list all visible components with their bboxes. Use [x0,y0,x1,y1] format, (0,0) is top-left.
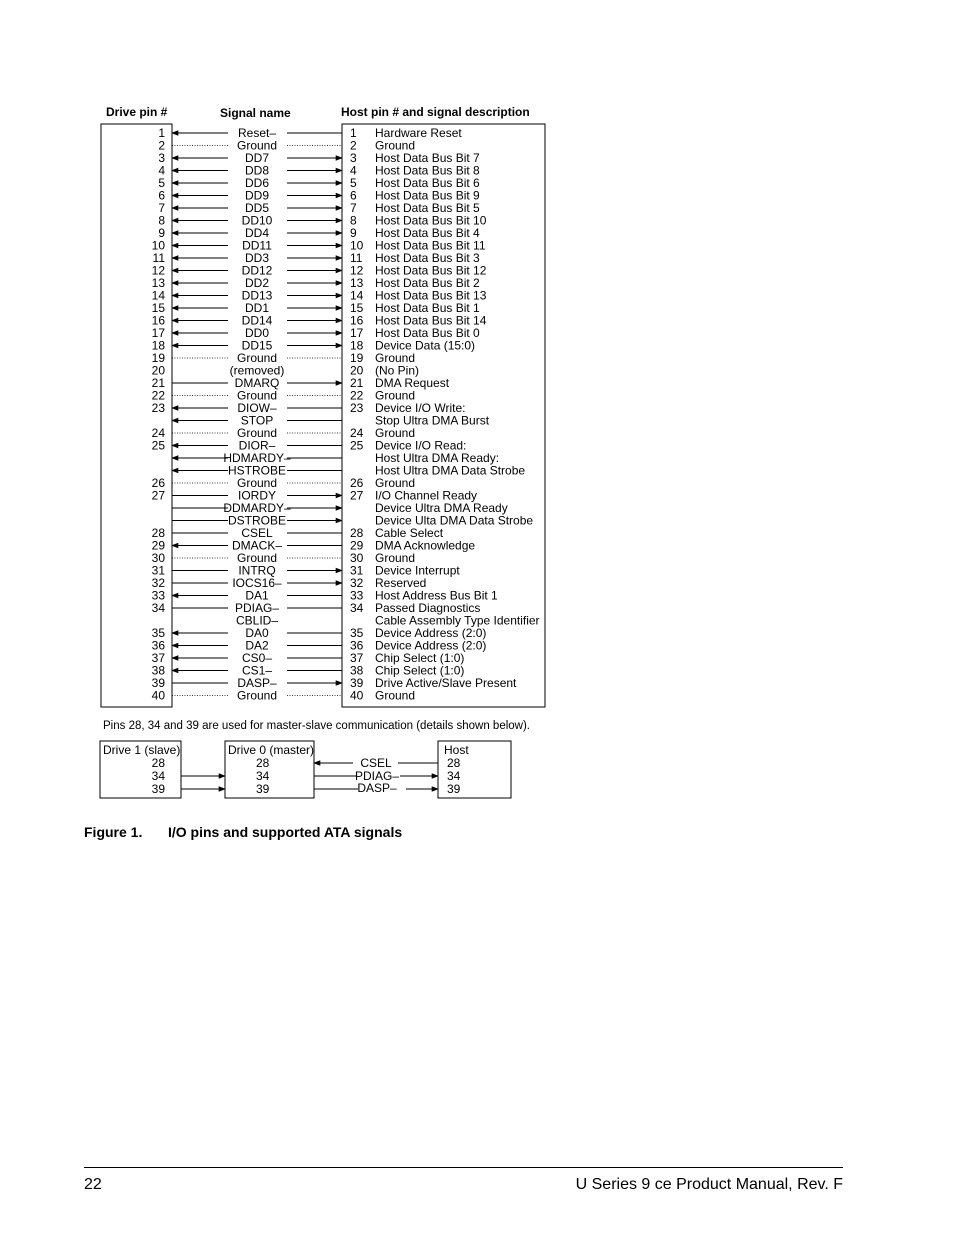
host-pin-number: 2 [350,138,357,153]
host-signal-description: Host Data Bus Bit 14 [375,313,487,328]
drive0-pin-34: 34 [256,769,270,783]
host-signal-description: Ground [375,688,416,703]
signal-name: DIOR– [238,438,276,453]
drive-pin-number: 2 [158,138,165,153]
host-signal-description: Host Address Bus Bit 1 [375,588,498,603]
host-pin-number: 7 [350,201,357,215]
drive-pin-number: 37 [151,651,165,665]
signal-name: DD12 [241,263,273,278]
drive-pin-number: 4 [158,163,165,178]
drive-pin-number: 34 [151,601,165,615]
drive-pin-number: 29 [151,538,165,553]
drive-pin-number: 23 [151,401,165,415]
host-pin-number: 9 [350,226,357,240]
host-signal-description: (No Pin) [375,363,420,378]
host-pin-number: 27 [350,488,364,503]
drive-pin-number: 27 [151,488,165,503]
host-pin-number: 13 [350,276,364,290]
host-label: Host [444,743,469,757]
master-slave-diagram [100,741,511,798]
host-signal-description: Host Data Bus Bit 0 [375,326,480,340]
host-pin-number: 22 [350,388,364,403]
host-signal-description: Device Address (2:0) [375,626,487,640]
footer-rule [84,1167,843,1168]
host-pin-number: 37 [350,651,364,665]
drive0-label: Drive 0 (master) [228,743,315,757]
dasp-label: DASP– [357,781,397,795]
drive-pin-number: 36 [151,638,165,653]
signal-name: Ground [236,551,278,565]
host-pin-number: 36 [350,638,364,653]
host-signal-description: Ground [375,388,416,403]
drive-pin-number: 21 [151,376,165,390]
host-pin-number: 4 [350,163,357,178]
drive0-pin-28: 28 [256,756,270,770]
signal-name: (removed) [229,363,285,378]
host-signal-description: Host Data Bus Bit 8 [375,163,480,178]
drive-pin-header: Drive pin # [106,105,168,119]
host-signal-description: Device Data (15:0) [375,338,476,353]
host-pin-number: 28 [350,526,364,540]
figure-number: Figure 1. [84,824,143,840]
host-signal-description: Ground [375,426,416,440]
drive-pin-number: 19 [151,351,165,365]
drive-pin-number: 25 [151,438,165,453]
signal-name: DD7 [244,151,270,165]
drive-pin-number: 9 [158,226,165,240]
signal-name: CS0– [241,651,273,665]
signal-name: Reset– [237,126,277,140]
drive0-pin-39: 39 [256,782,270,796]
host-signal-description: Host Data Bus Bit 7 [375,151,480,165]
drive-pin-number: 10 [151,238,165,253]
figure-title: I/O pins and supported ATA signals [168,824,403,840]
signal-name: DD15 [241,338,273,353]
host-signal-description: Device Address (2:0) [375,638,487,653]
pin-row [172,414,490,428]
host-signal-description: Stop Ultra DMA Burst [375,413,490,428]
signal-name: DD3 [244,251,270,265]
signal-name: DD4 [244,226,270,240]
host-pin-28: 28 [447,756,461,770]
drive1-pin-39: 39 [151,782,165,796]
drive-pin-number: 12 [151,263,165,278]
drive-pin-number: 24 [151,426,165,440]
host-pin-34: 34 [447,769,461,783]
host-signal-description: Device I/O Write: [375,401,466,415]
host-pin-number: 26 [350,476,364,490]
signal-name-header: Signal name [220,106,291,120]
host-signal-description: Device I/O Read: [375,438,467,453]
drive-pin-number: 18 [151,338,165,353]
host-pin-number: 34 [350,601,364,615]
host-pin-number: 17 [350,326,364,340]
signal-name: DASP– [237,676,277,690]
host-pin-number: 21 [350,376,364,390]
host-pin-number: 25 [350,438,364,453]
host-signal-description: Cable Assembly Type Identifier [375,613,540,628]
host-signal-description: DMA Request [375,376,450,390]
drive-pin-number: 39 [151,676,165,690]
drive-pin-number: 40 [151,688,165,703]
host-pin-number: 3 [350,151,357,165]
host-pin-number: 15 [350,301,364,315]
drive-pin-number: 20 [151,363,165,378]
signal-name: Ground [236,351,278,365]
signal-name: Ground [236,426,278,440]
host-signal-description: Chip Select (1:0) [375,663,465,678]
drive-pin-number: 8 [158,213,165,228]
drive-pin-number: 17 [151,326,165,340]
host-signal-description: Ground [375,351,416,365]
host-signal-description: Ground [375,476,416,490]
drive-pin-number: 7 [158,201,165,215]
host-pin-number: 19 [350,351,364,365]
host-signal-description: Chip Select (1:0) [375,651,465,665]
signal-name: HSTROBE [227,463,287,478]
host-pin-number: 1 [350,126,357,140]
drive-pin-number: 31 [151,563,165,578]
signal-name: STOP [240,413,274,428]
signal-name: DIOW– [237,401,277,415]
host-signal-description: Host Data Bus Bit 5 [375,201,480,215]
document-title: U Series 9 ce Product Manual, Rev. F [575,1176,843,1193]
pin-row [158,126,462,140]
pin-row [152,339,475,353]
signal-name: DD11 [242,238,272,253]
host-signal-description: Reserved [375,576,427,590]
host-pin-number: 5 [350,176,357,190]
signal-name: DDMARDY– [223,501,291,515]
host-pin-number: 8 [350,213,357,228]
signal-name: DD1 [244,301,270,315]
signal-name: DSTROBE [227,513,287,528]
host-pin-number: 35 [350,626,364,640]
signal-name: HDMARDY– [223,451,291,465]
drive-pin-number: 26 [151,476,165,490]
signal-name: DD5 [244,201,270,215]
pin-row [152,539,476,553]
host-pin-number: 11 [350,251,363,265]
host-pin-number: 6 [350,188,357,203]
host-pin-number: 40 [350,688,364,703]
drive-pin-number: 22 [151,388,165,403]
host-signal-description: Passed Diagnostics [375,601,481,615]
drive-pin-number: 38 [151,663,165,678]
host-signal-description: Hardware Reset [375,126,462,140]
drive1-label: Drive 1 (slave) [103,743,181,757]
host-pin-number: 38 [350,663,364,678]
host-pin-header: Host pin # and signal description [341,105,530,119]
pdiag-label: PDIAG– [354,769,400,783]
host-pin-number: 14 [350,288,364,303]
host-pin-number: 23 [350,401,364,415]
host-signal-description: Host Data Bus Bit 12 [375,263,487,278]
host-signal-description: Device Ultra DMA Ready [375,501,508,515]
host-signal-description: Device Interrupt [375,563,460,578]
host-pin-number: 31 [350,563,364,578]
host-pin-number: 10 [350,238,364,253]
signal-name: DMARQ [234,376,280,390]
host-pin-number: 33 [350,588,364,603]
drive-pin-number: 1 [158,126,165,140]
host-signal-description: Ground [375,138,416,153]
signal-name: DA0 [245,626,269,640]
drive-pin-number: 14 [151,288,165,303]
signal-name: PDIAG– [234,601,280,615]
host-pin-number: 18 [350,338,364,353]
host-signal-description: Host Data Bus Bit 10 [375,213,487,228]
signal-name: Ground [236,476,278,490]
host-pin-number: 29 [350,538,364,553]
host-signal-description: Host Data Bus Bit 11 [375,238,486,253]
drive-pin-number: 11 [152,251,165,265]
host-pin-number: 30 [350,551,364,565]
signal-name: DD9 [244,188,270,203]
host-signal-description: Host Ultra DMA Ready: [375,451,500,465]
signal-name: DMACK– [231,538,283,553]
signal-name: DD2 [244,276,270,290]
signal-name: INTRQ [238,563,276,578]
host-signal-description: Drive Active/Slave Present [375,676,517,690]
host-signal-description: Device Ulta DMA Data Strobe [375,513,534,528]
host-signal-description: I/O Channel Ready [375,488,478,503]
pin-row [152,676,517,690]
host-signal-description: Host Ultra DMA Data Strobe [375,463,526,478]
drive-pin-number: 28 [151,526,165,540]
drive-pin-number: 16 [151,313,165,328]
host-signal-description: Host Data Bus Bit 2 [375,276,480,290]
signal-name: DD8 [244,163,270,178]
page-number: 22 [84,1176,102,1193]
pin-row [152,689,415,703]
host-signal-description: Host Data Bus Bit 9 [375,188,480,203]
host-pin-number: 32 [350,576,364,590]
host-pin-number: 20 [350,363,364,378]
host-signal-description: Host Data Bus Bit 6 [375,176,480,190]
host-signal-description: Host Data Bus Bit 1 [375,301,480,315]
signal-name: Ground [236,138,278,153]
signal-name: CBLID– [235,613,279,628]
signal-name: DD10 [241,213,273,228]
signal-name: DA2 [245,638,269,653]
host-signal-description: DMA Acknowledge [375,538,476,553]
drive-pin-number: 32 [151,576,165,590]
csel-label: CSEL [360,756,392,770]
signal-name: CS1– [241,663,273,678]
signal-name: DA1 [245,588,269,603]
drive-pin-number: 3 [158,151,165,165]
drive-pin-number: 15 [151,301,165,315]
host-signal-description: Host Data Bus Bit 3 [375,251,480,265]
host-pin-number: 16 [350,313,364,328]
signal-name: CSEL [241,526,273,540]
figure-caption [84,824,402,840]
signal-name: Ground [236,388,278,403]
signal-name: Ground [236,688,278,703]
host-signal-description: Host Data Bus Bit 13 [375,288,487,303]
host-pin-39: 39 [447,782,461,796]
drive-pin-number: 6 [158,188,165,203]
drive-pin-number: 13 [151,276,165,290]
host-signal-description: Ground [375,551,416,565]
pin-rows [152,126,540,703]
signal-name: IOCS16– [232,576,282,590]
drive-pin-number: 33 [151,588,165,603]
drive1-pin-28: 28 [151,756,165,770]
master-slave-note: Pins 28, 34 and 39 are used for master-slave communication (details shown below). [103,720,530,732]
host-pin-number: 24 [350,426,364,440]
host-pin-number: 12 [350,263,364,278]
signal-name: DD0 [244,326,270,340]
drive1-pin-34: 34 [151,769,165,783]
pin-row [172,464,525,478]
drive-pin-number: 35 [151,626,165,640]
drive-pin-number: 30 [151,551,165,565]
signal-name: DD13 [241,288,273,303]
signal-name: DD14 [241,313,273,328]
signal-name: IORDY [237,488,277,503]
host-signal-description: Cable Select [375,526,444,540]
host-pin-number: 39 [350,676,364,690]
host-signal-description: Host Data Bus Bit 4 [375,226,480,240]
signal-name: DD6 [244,176,270,190]
drive-pin-number: 5 [158,176,165,190]
